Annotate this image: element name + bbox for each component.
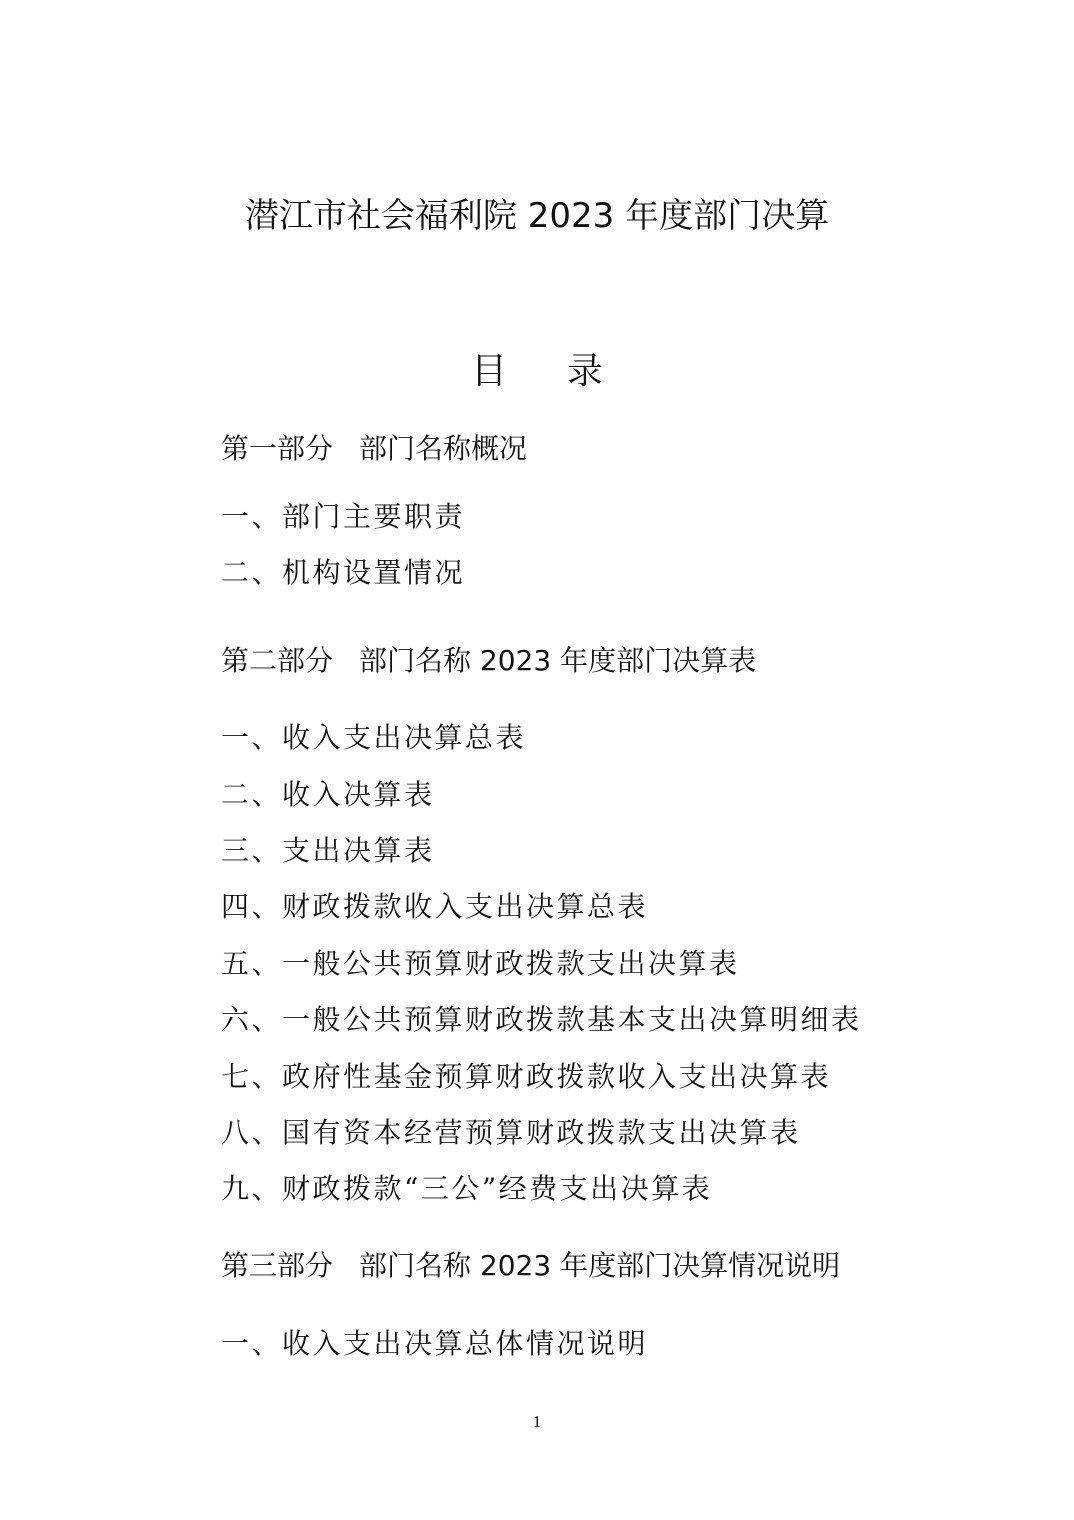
- toc-part-3[interactable]: [221, 1246, 840, 1286]
- toc-item[interactable]: 八、国有资本经营预算财政拨款支出决算表: [221, 1116, 801, 1149]
- toc-item[interactable]: 一、收入支出决算总体情况说明: [221, 1327, 649, 1360]
- toc-heading: 目录: [470, 351, 663, 392]
- toc-part-1-title: 部门名称概况: [359, 432, 528, 465]
- toc-item[interactable]: 九、财政拨款“三公”经费支出决算表: [221, 1172, 713, 1205]
- toc-item[interactable]: 三、支出决算表: [221, 834, 435, 867]
- toc-item[interactable]: 五、一般公共预算财政拨款支出决算表: [221, 947, 740, 980]
- toc-part-1[interactable]: [221, 429, 527, 469]
- toc-item[interactable]: 二、收入决算表: [221, 778, 435, 811]
- toc-part-2-title: 部门名称 2023 年度部门决算表: [359, 644, 757, 677]
- toc-part-2-label: 第二部分: [221, 644, 334, 677]
- toc-part-1-label: 第一部分: [221, 432, 334, 465]
- page-number: 1: [532, 1412, 542, 1431]
- toc-item[interactable]: 六、一般公共预算财政拨款基本支出决算明细表: [221, 1003, 862, 1036]
- toc-item[interactable]: 一、收入支出决算总表: [221, 721, 527, 754]
- document-title: 潜江市社会福利院 2023 年度部门决算: [244, 196, 830, 236]
- toc-part-2[interactable]: [221, 641, 756, 681]
- toc-part-3-title: 部门名称 2023 年度部门决算情况说明: [359, 1249, 841, 1282]
- toc-item[interactable]: 七、政府性基金预算财政拨款收入支出决算表: [221, 1060, 832, 1093]
- toc-item[interactable]: 二、机构设置情况: [221, 556, 466, 589]
- toc-part-3-label: 第三部分: [221, 1249, 334, 1282]
- toc-item[interactable]: 四、财政拨款收入支出决算总表: [221, 890, 649, 923]
- toc-item[interactable]: 一、部门主要职责: [221, 500, 466, 533]
